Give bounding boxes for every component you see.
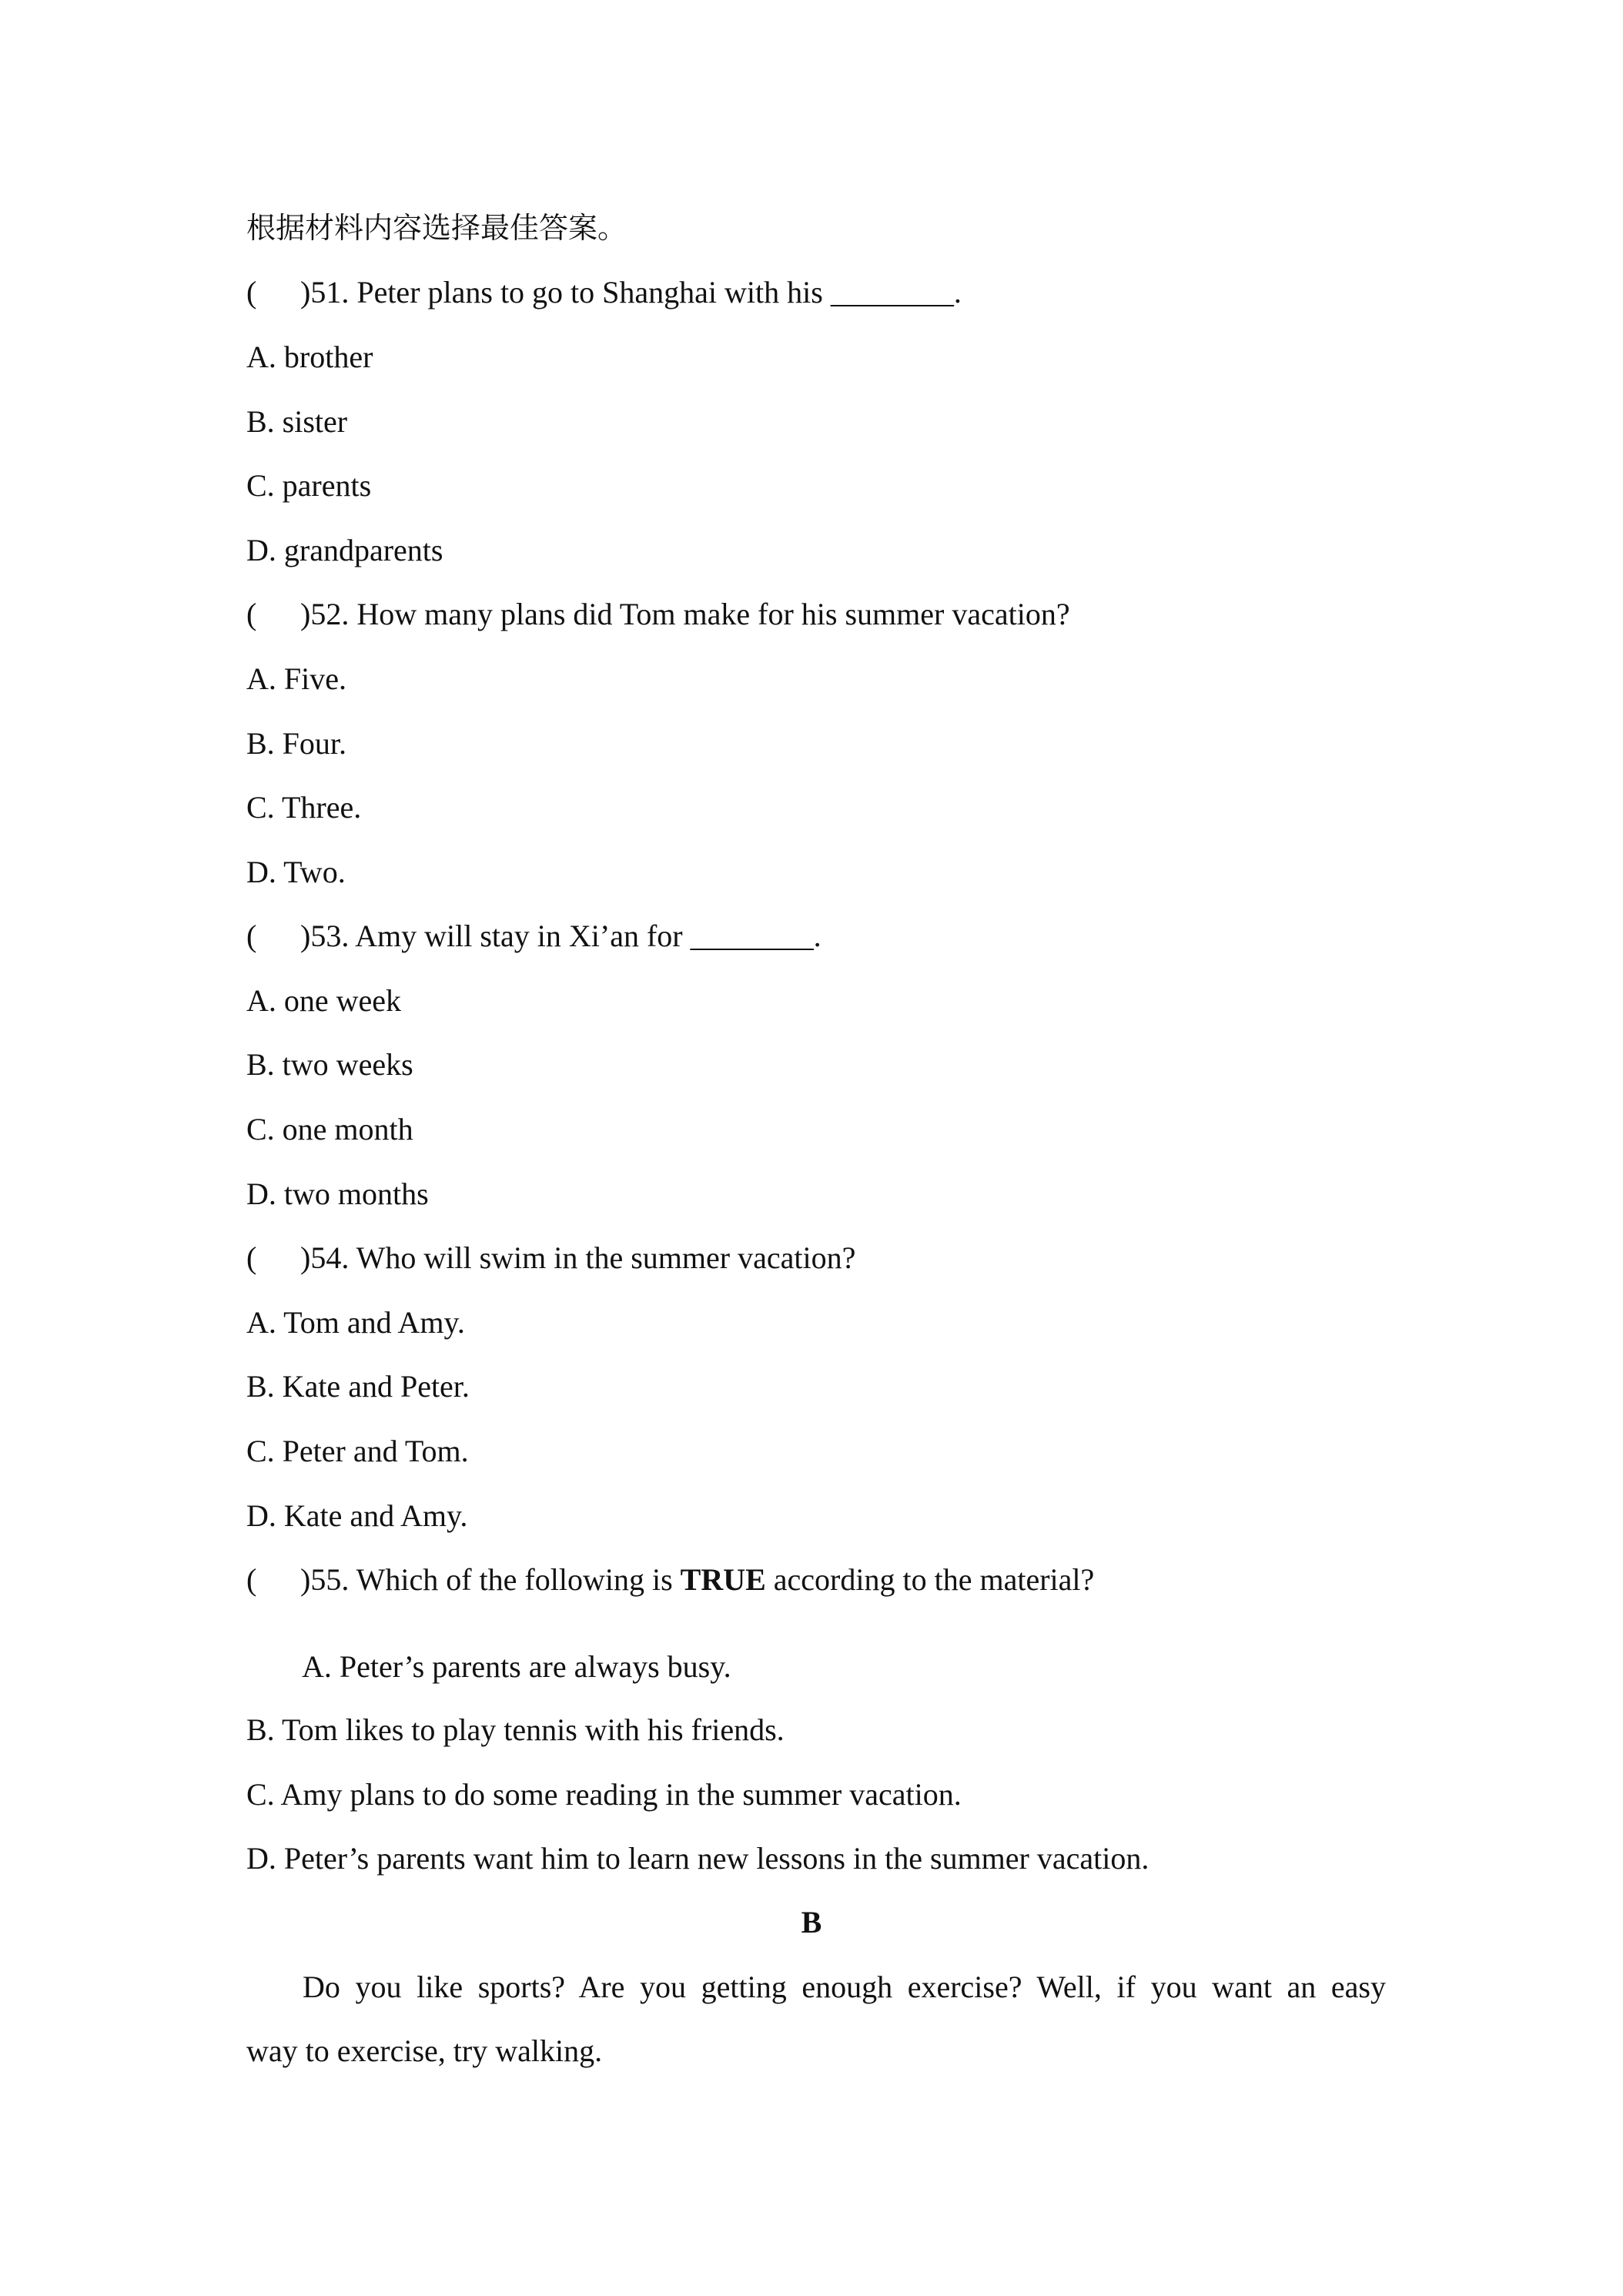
question-stem: )53. Amy will stay in Xi’an for ________. — [300, 919, 822, 953]
option-52-c: C. Three. — [246, 790, 362, 825]
section-heading: B — [801, 1905, 822, 1940]
question-53 — [246, 918, 822, 955]
instruction-text: 根据材料内容选择最佳答案。 — [246, 211, 627, 245]
option-51-a: A. brother — [246, 340, 373, 374]
option-53-a: A. one week — [246, 983, 402, 1018]
option-54-c: C. Peter and Tom. — [246, 1434, 469, 1468]
question-stem-emphasis: TRUE — [680, 1562, 766, 1597]
answer-paren: ( — [246, 919, 257, 953]
option-54-d: D. Kate and Amy. — [246, 1498, 468, 1533]
question-stem: )52. How many plans did Tom make for his summer vacation? — [300, 597, 1070, 631]
question-stem-after: according to the material? — [765, 1562, 1095, 1597]
option-54-b: B. Kate and Peter. — [246, 1369, 470, 1404]
option-52-d: D. Two. — [246, 855, 346, 889]
answer-paren: ( — [246, 597, 257, 631]
option-51-b: B. sister — [246, 404, 348, 439]
option-54-a: A. Tom and Amy. — [246, 1305, 465, 1340]
option-53-c: C. one month — [246, 1112, 413, 1146]
question-55 — [246, 1561, 1094, 1598]
option-55-d: D. Peter’s parents want him to learn new lessons in the summer vacation. — [246, 1841, 1149, 1876]
answer-paren: ( — [246, 1562, 257, 1597]
option-53-d: D. two months — [246, 1176, 429, 1211]
passage-line-1: Do you like sports? Are you getting enough exercise? Well, if you want an easy — [303, 1970, 1386, 2004]
option-55-b: B. Tom likes to play tennis with his friends. — [246, 1712, 785, 1747]
question-54 — [246, 1240, 855, 1277]
option-55-c: C. Amy plans to do some reading in the summer vacation. — [246, 1777, 962, 1812]
option-52-a: A. Five. — [246, 661, 346, 696]
answer-paren: ( — [246, 275, 257, 310]
question-stem: )51. Peter plans to go to Shanghai with his ________. — [300, 275, 962, 310]
option-51-d: D. grandparents — [246, 533, 443, 567]
question-52 — [246, 596, 1070, 633]
option-53-b: B. two weeks — [246, 1047, 413, 1082]
question-stem: )54. Who will swim in the summer vacation? — [300, 1240, 856, 1275]
option-51-c: C. parents — [246, 468, 372, 503]
passage-line-2: way to exercise, try walking. — [246, 2033, 603, 2068]
option-52-b: B. Four. — [246, 726, 347, 761]
question-51 — [246, 274, 962, 311]
answer-paren: ( — [246, 1240, 257, 1275]
option-55-a: A. Peter’s parents are always busy. — [302, 1649, 731, 1684]
question-stem-before: )55. Which of the following is — [300, 1562, 681, 1597]
